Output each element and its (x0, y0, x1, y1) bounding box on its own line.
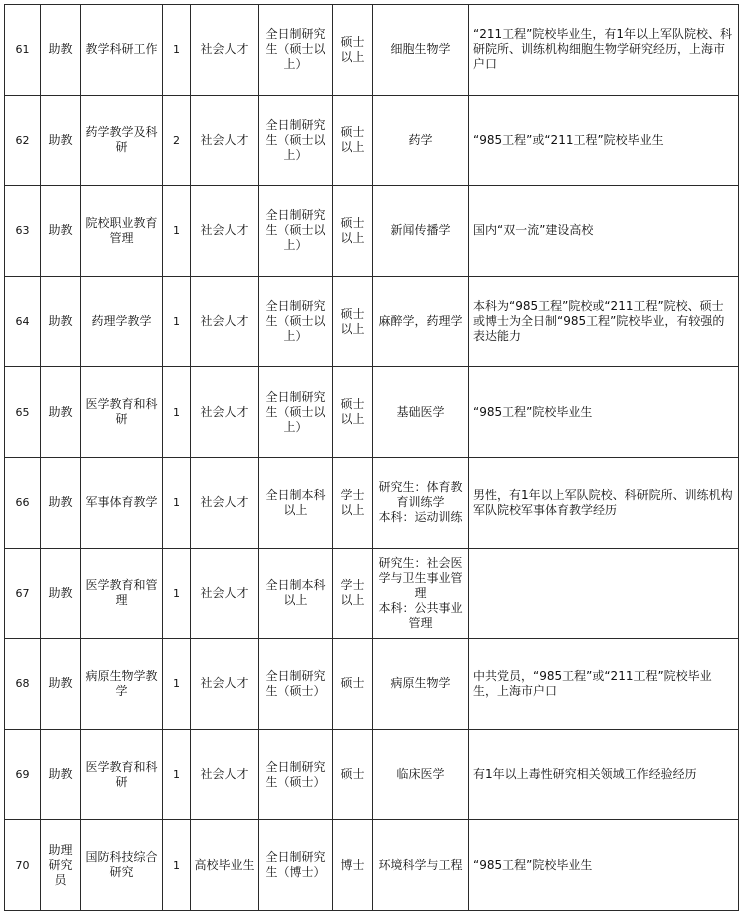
cell-major-area: 军事体育教学 (81, 457, 163, 548)
cell-specialty: 研究生：体育教育训练学 本科：运动训练 (373, 457, 469, 548)
cell-source: 社会人才 (191, 729, 259, 820)
cell-position: 助教 (41, 5, 81, 96)
cell-specialty: 细胞生物学 (373, 5, 469, 96)
cell-specialty: 基础医学 (373, 367, 469, 458)
recruitment-table (4, 4, 739, 911)
cell-major-area: 国防科技综合研究 (81, 820, 163, 911)
cell-requirements: 中共党员，“985工程”或“211工程”院校毕业生，上海市户口 (469, 639, 739, 730)
cell-source: 社会人才 (191, 186, 259, 277)
cell-education: 全日制研究生（硕士以上） (259, 276, 333, 367)
cell-requirements: 有1年以上毒性研究相关领域工作经验经历 (469, 729, 739, 820)
table-row (5, 367, 739, 458)
cell-count: 1 (163, 186, 191, 277)
table-row (5, 820, 739, 911)
cell-position: 助教 (41, 186, 81, 277)
cell-requirements: 男性，有1年以上军队院校、科研院所、训练机构军队院校军事体育教学经历 (469, 457, 739, 548)
cell-source: 社会人才 (191, 548, 259, 639)
table-row (5, 276, 739, 367)
cell-position: 助教 (41, 457, 81, 548)
cell-degree: 硕士以上 (333, 186, 373, 277)
cell-requirements: “211工程”院校毕业生，有1年以上军队院校、科研院所、训练机构细胞生物学研究经历，上海市户口 (469, 5, 739, 96)
cell-major-area: 药理学教学 (81, 276, 163, 367)
cell-number: 61 (5, 5, 41, 96)
cell-major-area: 医学教育和科研 (81, 729, 163, 820)
cell-specialty: 药学 (373, 95, 469, 186)
cell-major-area: 药学教学及科研 (81, 95, 163, 186)
cell-degree: 硕士以上 (333, 95, 373, 186)
cell-number: 67 (5, 548, 41, 639)
cell-degree: 博士 (333, 820, 373, 911)
cell-position: 助教 (41, 729, 81, 820)
cell-degree: 硕士以上 (333, 5, 373, 96)
cell-major-area: 医学教育和管理 (81, 548, 163, 639)
cell-source: 社会人才 (191, 457, 259, 548)
cell-position: 助理研究员 (41, 820, 81, 911)
cell-requirements: 国内“双一流”建设高校 (469, 186, 739, 277)
cell-degree: 硕士以上 (333, 367, 373, 458)
table-row (5, 186, 739, 277)
cell-position: 助教 (41, 95, 81, 186)
cell-specialty: 研究生：社会医学与卫生事业管理 本科：公共事业管理 (373, 548, 469, 639)
cell-number: 63 (5, 186, 41, 277)
cell-specialty: 临床医学 (373, 729, 469, 820)
cell-specialty: 新闻传播学 (373, 186, 469, 277)
table-row (5, 729, 739, 820)
cell-specialty: 麻醉学，药理学 (373, 276, 469, 367)
cell-education: 全日制本科以上 (259, 548, 333, 639)
cell-specialty: 病原生物学 (373, 639, 469, 730)
cell-source: 社会人才 (191, 367, 259, 458)
cell-count: 1 (163, 548, 191, 639)
cell-specialty: 环境科学与工程 (373, 820, 469, 911)
cell-number: 62 (5, 95, 41, 186)
cell-source: 社会人才 (191, 5, 259, 96)
cell-number: 69 (5, 729, 41, 820)
cell-requirements: “985工程”院校毕业生 (469, 367, 739, 458)
cell-education: 全日制研究生（硕士以上） (259, 186, 333, 277)
cell-position: 助教 (41, 367, 81, 458)
cell-count: 1 (163, 457, 191, 548)
table-row (5, 457, 739, 548)
cell-number: 70 (5, 820, 41, 911)
cell-count: 1 (163, 5, 191, 96)
table-row (5, 639, 739, 730)
cell-degree: 硕士以上 (333, 276, 373, 367)
cell-major-area: 病原生物学教学 (81, 639, 163, 730)
cell-requirements (469, 548, 739, 639)
table-container (4, 4, 738, 910)
cell-major-area: 院校职业教育管理 (81, 186, 163, 277)
cell-education: 全日制研究生（硕士以上） (259, 95, 333, 186)
cell-count: 2 (163, 95, 191, 186)
cell-count: 1 (163, 367, 191, 458)
cell-position: 助教 (41, 639, 81, 730)
cell-source: 社会人才 (191, 639, 259, 730)
cell-number: 68 (5, 639, 41, 730)
cell-number: 66 (5, 457, 41, 548)
cell-major-area: 教学科研工作 (81, 5, 163, 96)
cell-count: 1 (163, 276, 191, 367)
cell-position: 助教 (41, 276, 81, 367)
cell-count: 1 (163, 820, 191, 911)
table-row (5, 95, 739, 186)
cell-education: 全日制研究生（硕士以上） (259, 367, 333, 458)
cell-source: 社会人才 (191, 95, 259, 186)
cell-requirements: 本科为“985工程”院校或“211工程”院校、硕士或博士为全日制“985工程”院校毕业，有较强的表达能力 (469, 276, 739, 367)
cell-source: 高校毕业生 (191, 820, 259, 911)
cell-number: 64 (5, 276, 41, 367)
table-row (5, 548, 739, 639)
cell-requirements: “985工程”或“211工程”院校毕业生 (469, 95, 739, 186)
cell-education: 全日制研究生（博士） (259, 820, 333, 911)
cell-education: 全日制研究生（硕士） (259, 729, 333, 820)
cell-education: 全日制本科以上 (259, 457, 333, 548)
cell-requirements: “985工程”院校毕业生 (469, 820, 739, 911)
cell-count: 1 (163, 639, 191, 730)
cell-major-area: 医学教育和科研 (81, 367, 163, 458)
cell-degree: 学士以上 (333, 457, 373, 548)
cell-source: 社会人才 (191, 276, 259, 367)
cell-degree: 硕士 (333, 639, 373, 730)
cell-degree: 学士以上 (333, 548, 373, 639)
cell-count: 1 (163, 729, 191, 820)
cell-number: 65 (5, 367, 41, 458)
cell-degree: 硕士 (333, 729, 373, 820)
table-row (5, 5, 739, 96)
cell-position: 助教 (41, 548, 81, 639)
cell-education: 全日制研究生（硕士以上） (259, 5, 333, 96)
cell-education: 全日制研究生（硕士） (259, 639, 333, 730)
